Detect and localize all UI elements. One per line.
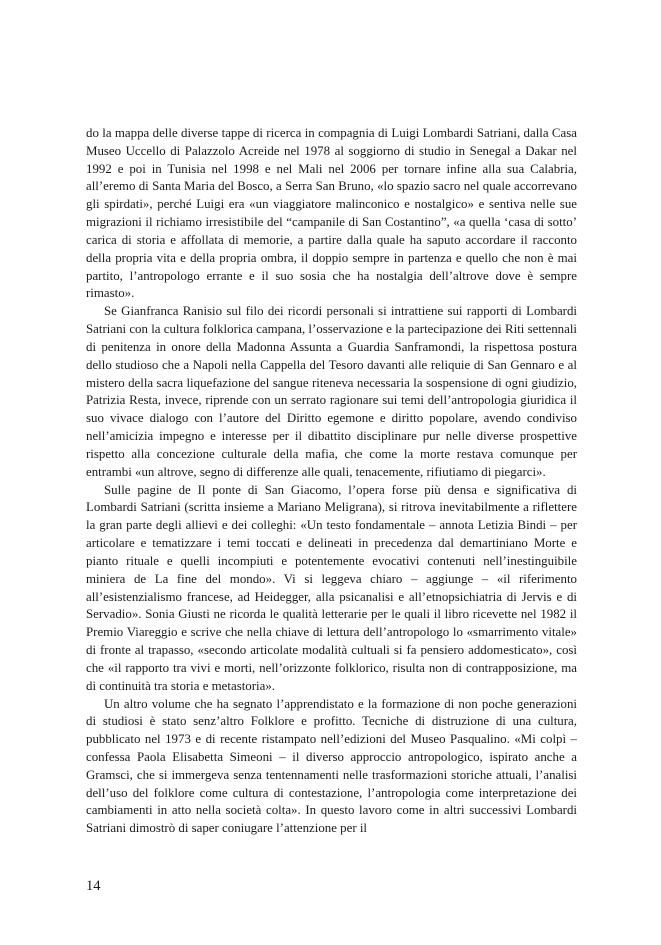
- page-number: 14: [86, 878, 101, 894]
- body-text: [86, 125, 577, 838]
- paragraph: do la mappa delle diverse tappe di ricerca in compagnia di Luigi Lombardi Satriani, dalla Casa Museo Uccello di Palazzolo Acreide nel 1978 al soggiorno di studio in Senegal a Dakar nel 1992 e poi in Tunisia nel 1998 e nel Mali nel 2006 per tornare infine alla sua Calabria, all’eremo di Santa Maria del Bosco, a Serra San Bruno, «lo spazio sacro nel quale accorrevano gli spirdati», perché Luigi era «un viaggiatore malinconico e nostalgico» e sentiva nelle sue migrazioni il richiamo irresistibile del “campanile di San Costantino”, «a quella ‘casa di sotto’ carica di storia e affollata di memorie, a partire dalla quale ha saputo accordare il racconto della propria vita e della propria ombra, il doppio sempre in partenza e quello che non è mai partito, l’antropologo errante e il suo sosia che ha nostalgia dell’altrove dove è sempre rimasto».: [86, 126, 577, 301]
- paragraph: Un altro volume che ha segnato l’apprendistato e la formazione di non poche generazioni di studiosi è stato senz’altro Folklore e profitto. Tecniche di distruzione di una cultura, pubblicato nel 1973 e di recente ristampato nell’edizioni del Museo Pasqualino. «Mi colpì – confessa Paola Elisabetta Simeoni – il diverso approccio antropologico, ispirato anche a Gramsci, che si immergeva senza tentennamenti nelle trasformazioni storiche attuali, l’analisi dell’uso del folklore come cultura di contestazione, l’antropologia come interpretazione dei cambiamenti in atto nella società colta». In questo lavoro come in altri successivi Lombardi Satriani dimostrò di saper coniugare l’attenzione per il: [86, 696, 577, 836]
- paragraph: Sulle pagine de Il ponte di San Giacomo, l’opera forse più densa e significativa di Lombardi Satriani (scritta insieme a Mariano Meligrana), si ritrova inevitabilmente a riflettere la gran parte degli allievi e dei colleghi: «Un testo fondamentale – annota Letizia Bindi – per articolare e tematizzare i temi toccati e delineati in precedenza dal demartiniano Morte e pianto rituale e quelli incompiuti e potentemente evocativi contenuti nell’inestinguibile miniera de La fine del mondo». Vi si leggeva chiaro – aggiunge – «il riferimento all’esistenzialismo francese, ad Heidegger, alla psicanalisi e all’etnopsichiatria di Jervis e di Servadio». Sonia Giusti ne ricorda le qualità letterarie per le quali il libro ricevette nel 1982 il Premio Viareggio e scrive che nella chiave di lettura dell’antropologo lo «smarrimento vitale» di fronte al trapasso, «secondo articolate modalità cultuali si fa pensiero addomesticato», così che «il rapporto tra vivi e morti, nell’orizzonte folklorico, risulta non di contrapposizione, ma di continuità tra storia e metastoria».: [86, 482, 577, 693]
- paragraph: Se Gianfranca Ranisio sul filo dei ricordi personali si intrattiene sui rapporti di Lombardi Satriani con la cultura folklorica campana, l’osservazione e la partecipazione dei Riti settennali di penitenza in onore della Madonna Assunta a Guardia Sanframondi, la rispettosa postura dello studioso che a Napoli nella Cappella del Tesoro davanti alle reliquie di San Gennaro e al mistero della sacra liquefazione del sangue riteneva necessaria la sospensione di ogni giudizio, Patrizia Resta, invece, riprende con un serrato ragionare sui temi dell’antropologia giuridica il suo vivace dialogo con l’autore del Diritto egemone e diritto popolare, avendo condiviso nell’amicizia impegno e interesse per il dibattito disciplinare pur nelle diverse prospettive rispetto alla concezione culturale della mafia, che come la morte restava comunque per entrambi «un altrove, segno di differenze alle quali, tenacemente, rifiutiamo di piegarci».: [86, 304, 577, 479]
